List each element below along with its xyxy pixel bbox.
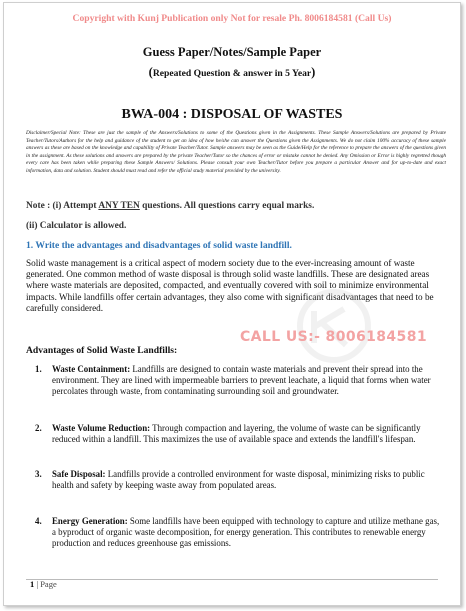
- list-text: Landfills provide a controlled environment for waste disposal, minimizing risks to public health and safety by keeping waste away from populated areas.: [52, 469, 425, 490]
- list-term: Energy Generation:: [52, 516, 128, 526]
- intro-paragraph: Solid waste management is a critical aspect of modern society due to the ever-increasing amount of waste generated. One common method of waste disposal is through solid waste landfills. These are designated areas where waste materials are deposited, compacted, and eventually covered with soil to minimize environmental impacts. While landfills offer certain advantages, they also come with significant disadvantages that need to be carefully considered.: [26, 258, 434, 313]
- note-underlined: ANY TEN: [98, 201, 140, 211]
- list-term: Waste Containment:: [52, 364, 131, 374]
- header-title: Guess Paper/Notes/Sample Paper: [142, 45, 322, 59]
- subtitle-text: Repeated Question & answer in 5 Year: [152, 68, 312, 79]
- list-number: 4.: [35, 516, 42, 526]
- document-page: [3, 2, 461, 606]
- subtitle-open-paren: (: [148, 65, 153, 79]
- footer-divider: [26, 579, 438, 580]
- list-term: Waste Volume Reduction:: [52, 423, 151, 433]
- note-attempt: [26, 201, 314, 211]
- page-label: | Page: [34, 579, 57, 589]
- disclaimer-text: Disclaimer/Special Note: These are just the sample of the Answers/Solutions to some of the Questions given in the Assignments. These Sample Answers/Solutions are prepared by Private Teacher/Tutors/Authors for the help and guidance of the student to get an idea of how he/she can answer the Questions given the Assignments. We do not claim 100% accuracy of these sample answers as these are based on the knowledge and capability of Private Teacher/Tutor. Sample answers may be seen as the Guide/Help for the reference to prepare the answers of the questions given in the assignment. As these solutions and answers are prepared by the private Teacher/Tutor so the chances of error or mistake cannot be denied. Any Omission or Error is highly regretted though every care has been taken while preparing these Sample Answers/ Solutions. Please consult your own Teacher/Tutor before you prepare a particular Answer and for up-to-date and exact information, data and solution. Student should must read and refer the official study material provided by the university.: [26, 130, 446, 174]
- list-item: [35, 469, 444, 491]
- note-prefix: Note : (i) Attempt: [26, 201, 99, 211]
- header-subtitle: [4, 65, 460, 80]
- list-number: 1.: [35, 364, 42, 374]
- note-suffix: questions. All questions carry equal marks.: [139, 201, 315, 211]
- document-title: BWA-004 : DISPOSAL OF WASTES: [121, 107, 343, 122]
- list-number: 3.: [35, 469, 42, 479]
- watermark-phone: CALL US:- 8006184581: [240, 329, 427, 345]
- advantages-heading: Advantages of Solid Waste Landfills:: [26, 345, 178, 356]
- page-footer: [30, 579, 57, 589]
- list-text: Some landfills have been equipped with technology to capture and utilize methane gas, a byproduct of organic waste decomposition, for energy generation. This contributes to renewable energy production and reduces greenhouse gas emissions.: [52, 516, 440, 548]
- note-calculator: (ii) Calculator is allowed.: [26, 221, 127, 231]
- list-term: Safe Disposal:: [52, 469, 106, 479]
- list-item: [35, 516, 444, 548]
- list-item: [35, 364, 444, 396]
- list-text: Through compaction and layering, the volume of waste can be significantly reduced within a landfill. This maximizes the use of available space and extends the landfill's lifespan.: [52, 423, 421, 444]
- list-text: Landfills are designed to contain waste materials and prevent their spread into the environment. They are lined with impermeable barriers to prevent leachate, a liquid that forms when water percolates through waste, from contaminating surrounding soil and groundwater.: [52, 364, 431, 396]
- subtitle-close-paren: ): [311, 65, 316, 79]
- page-number: 1: [30, 579, 35, 589]
- copyright-banner: Copyright with Kunj Publication only Not for resale Ph. 8006184581 (Call Us): [72, 13, 392, 24]
- list-number: 2.: [35, 423, 42, 433]
- list-item: [35, 423, 444, 445]
- question-heading: 1. Write the advantages and disadvantages of solid waste landfill.: [26, 240, 292, 251]
